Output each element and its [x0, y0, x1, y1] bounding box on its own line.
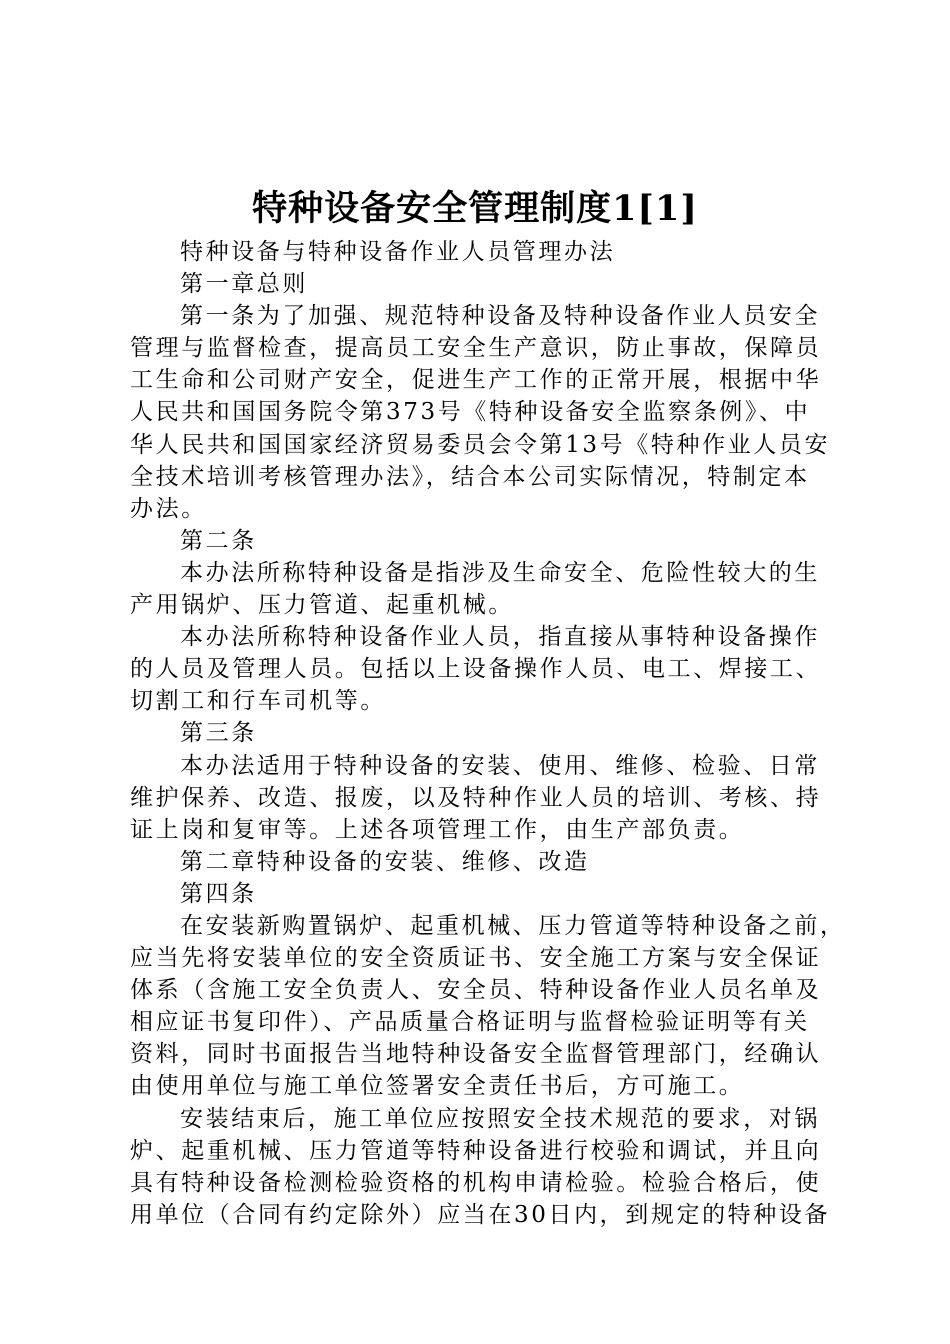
paragraph-line: 炉、起重机械、压力管道等特种设备进行校验和调试，并且向: [130, 1137, 822, 1164]
paragraph-line: 相应证书复印件）、产品质量合格证明与监督检验证明等有关: [130, 1009, 810, 1036]
paragraph-line: 办法。: [130, 495, 207, 522]
paragraph-line: 本办法适用于特种设备的安装、使用、维修、检验、日常: [180, 752, 820, 779]
paragraph-line: 人民共和国国务院令第373号《特种设备安全监察条例》、中: [130, 399, 811, 426]
paragraph-line: 本办法所称特种设备作业人员，指直接从事特种设备操作: [180, 624, 820, 651]
paragraph-line: 用单位（合同有约定除外）应当在30日内，到规定的特种设备: [130, 1201, 831, 1228]
paragraph-line: 具有特种设备检测检验资格的机构申请检验。检验合格后，使: [130, 1169, 822, 1196]
paragraph-line: 的人员及管理人员。包括以上设备操作人员、电工、焊接工、: [130, 656, 822, 683]
paragraph-line: 在安装新购置锅炉、起重机械、压力管道等特种设备之前，: [180, 912, 846, 939]
paragraph-line: 管理与监督检查，提高员工安全生产意识，防止事故，保障员: [130, 335, 822, 362]
document-body: [130, 236, 846, 1231]
paragraph-line: 证上岗和复审等。上述各项管理工作，由生产部负责。: [130, 816, 745, 843]
paragraph-line: 维护保养、改造、报废，以及特种作业人员的培训、考核、持: [130, 784, 822, 811]
paragraph-line: 华人民共和国国家经济贸易委员会令第13号《特种作业人员安: [130, 431, 831, 458]
paragraph-line: 特种设备与特种设备作业人员管理办法: [180, 239, 616, 265]
document-title: 特种设备安全管理制度1[1]: [252, 188, 698, 229]
paragraph-line: 第一条为了加强、规范特种设备及特种设备作业人员安全: [180, 303, 820, 330]
paragraph-line: 第一章总则: [180, 271, 308, 298]
paragraph-line: 由使用单位与施工单位签署安全责任书后，方可施工。: [130, 1073, 745, 1100]
paragraph-line: 产用锅炉、压力管道、起重机械。: [130, 592, 514, 619]
paragraph-line: 应当先将安装单位的安全资质证书、安全施工方案与安全保证: [130, 945, 822, 972]
paragraph-line: 第三条: [180, 720, 257, 747]
paragraph-line: 第二条: [180, 527, 257, 554]
paragraph-line: 第二章特种设备的安装、维修、改造: [180, 848, 590, 875]
paragraph-line: 工生命和公司财产安全，促进生产工作的正常开展，根据中华: [130, 367, 822, 394]
paragraph-line: 第四条: [180, 880, 257, 907]
paragraph-line: 体系（含施工安全负责人、安全员、特种设备作业人员名单及: [130, 977, 822, 1004]
paragraph-line: 全技术培训考核管理办法》，结合本公司实际情况，特制定本: [130, 463, 810, 490]
paragraph-line: 切割工和行车司机等。: [130, 688, 386, 715]
paragraph-line: 本办法所称特种设备是指涉及生命安全、危险性较大的生: [180, 559, 820, 586]
paragraph-line: 资料，同时书面报告当地特种设备安全监督管理部门，经确认: [130, 1041, 822, 1068]
paragraph-line: 安装结束后，施工单位应按照安全技术规范的要求，对锅: [180, 1105, 820, 1132]
